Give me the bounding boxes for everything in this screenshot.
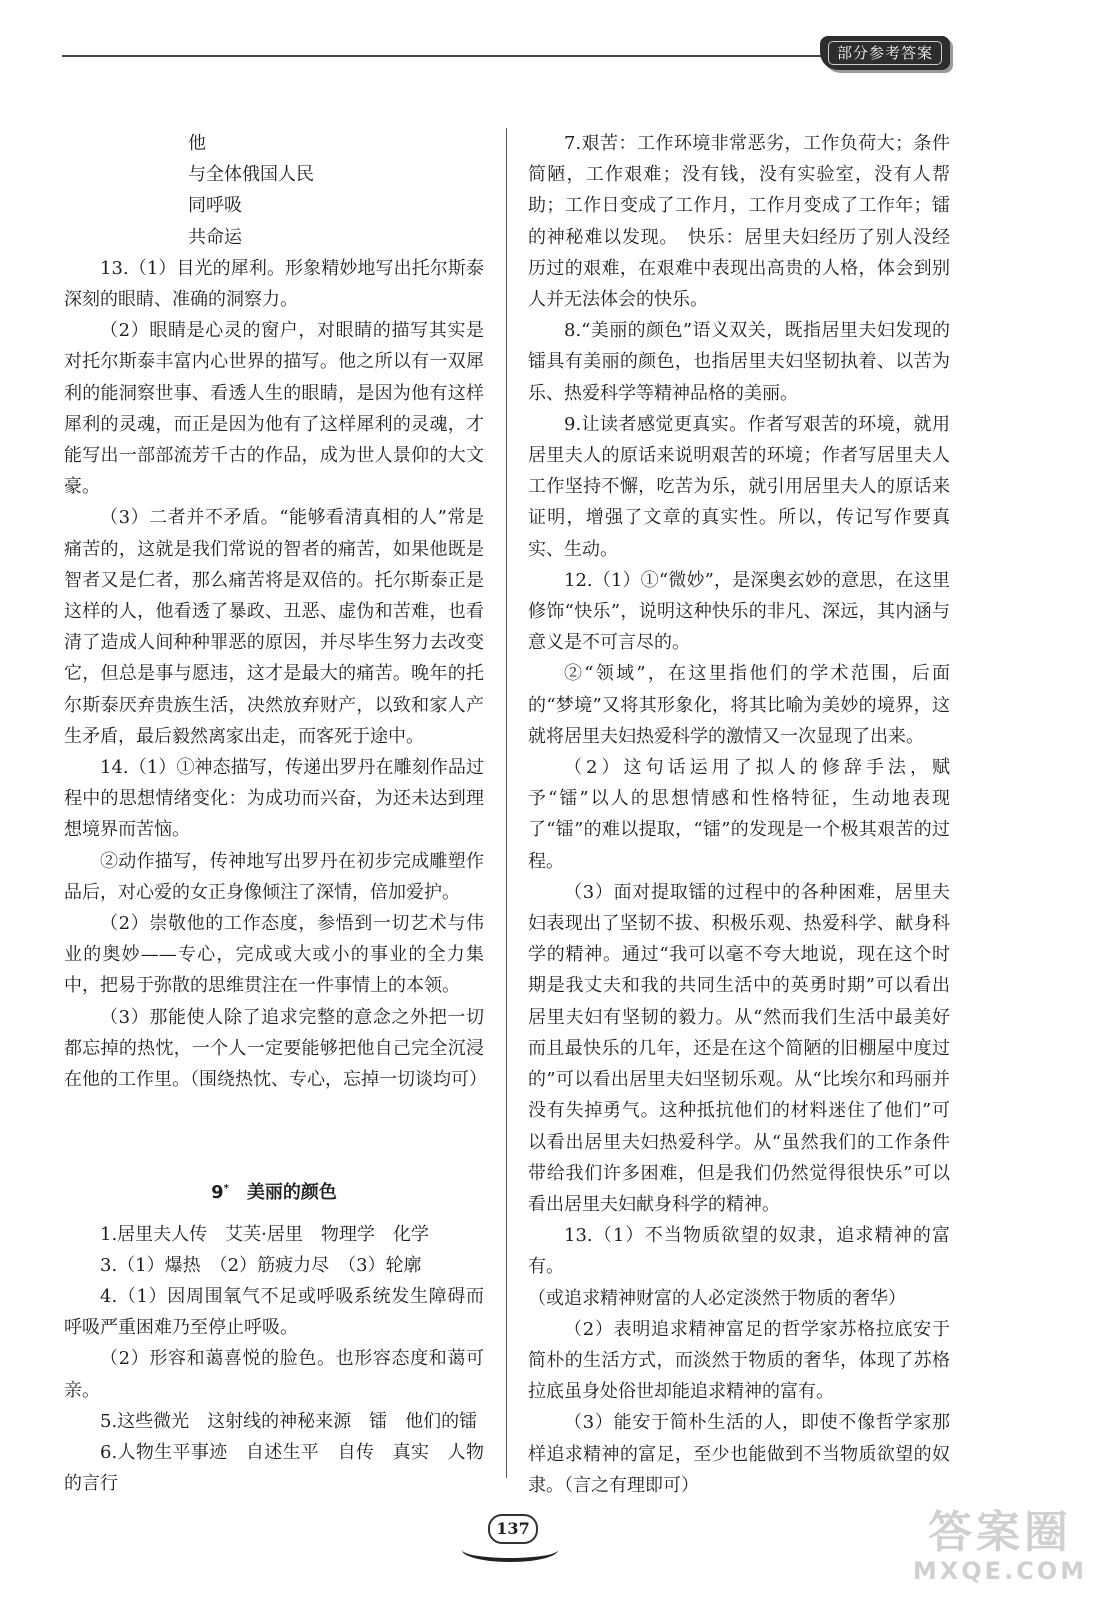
- section-title-text: 美丽的颜色: [246, 1182, 337, 1204]
- poem-line: 同呼吸: [188, 195, 242, 217]
- answer-paragraph: （2）表明追求精神富足的哲学家苏格拉底安于简朴的生活方式，而淡然于物质的奢华，体现了苏格拉底虽身处俗世却能追求精神的富有。: [528, 1318, 950, 1403]
- answer-paragraph: 8.“美丽的颜色”语义双关，既指居里夫妇发现的镭具有美丽的颜色，也指居里夫妇坚韧执着、以苦为乐、热爱科学等精神品格的美丽。: [528, 320, 950, 404]
- answer-paragraph: （3）二者并不矛盾。“能够看清真相的人”常是痛苦的，这就是我们常说的智者的痛苦，如果他既是智者又是仁者，那么痛苦将是双倍的。托尔斯泰正是这样的人，他看透了暴政、丑恶、虚伪和苦难，也看清了造成人间种种罪恶的原因，并尽毕生努力去改变它，但总是事与愿违，这才是最大的痛苦。晚年的托尔斯泰厌弃贵族生活，决然放弃财产，以致和家人产生矛盾，最后毅然离家出走，而客死于途中。: [64, 507, 484, 747]
- header-label: 部分参考答案: [828, 41, 942, 65]
- poem-line: 与全体俄国人民: [188, 164, 314, 186]
- right-column: [528, 128, 950, 1501]
- header-tab: [820, 36, 950, 70]
- answer-paragraph: （3）面对提取镭的过程中的各种困难，居里夫妇表现出了坚韧不拔、积极乐观、热爱科学、献身科学的精神。通过“我可以毫不夸大地说，现在这个时期是我丈夫和我的共同生活中的英勇时期”可以看出居里夫妇有坚韧的毅力。从“然而我们生活中最美好而且最快乐的几年，还是在这个简陋的旧棚屋中度过的”可以看出居里夫妇坚韧乐观。从“比埃尔和玛丽并没有失掉勇气。这种抵抗他们的材料迷住了他们”可以看出居里夫妇热爱科学。从“虽然我们的工作条件带给我们许多困难，但是我们仍然觉得很快乐”可以看出居里夫妇献身科学的精神。: [528, 881, 950, 1215]
- answer-paragraph: ②“领域”，在这里指他们的学术范围，后面的“梦境”又将其形象化，将其比喻为美妙的境界，这就将居里夫妇热爱科学的激情又一次显现了出来。: [528, 663, 950, 747]
- section-number: 9: [211, 1182, 224, 1204]
- page-number: 137: [488, 1514, 538, 1544]
- answer-paragraph: 12.（1）①“微妙”，是深奥玄妙的意思，在这里修饰“快乐”，说明这种快乐的非凡、深远，其内涵与意义是不可言尽的。: [528, 569, 950, 654]
- answer-paragraph: 14.（1）①神态描写，传递出罗丹在雕刻作品过程中的思想情绪变化：为成功而兴奋，为还未达到理想境界而苦恼。: [64, 757, 484, 841]
- answer-paragraph: （2）崇敬他的工作态度，参悟到一切艺术与伟业的奥妙——专心，完成或大或小的事业的全力集中，把易于弥散的思维贯注在一件事情上的本领。: [64, 913, 484, 997]
- answer-paragraph: 9.让读者感觉更真实。作者写艰苦的环境，就用居里夫人的原话来说明艰苦的环境；作者写居里夫人工作坚持不懈，吃苦为乐，就引用居里夫人的原话来证明，增强了文章的真实性。所以，传记写作要真实、生动。: [528, 413, 950, 560]
- answer-paragraph: （2）形容和蔼喜悦的脸色。也形容态度和蔼可亲。: [64, 1348, 484, 1401]
- answer-paragraph: （3）那能使人除了追求完整的意念之外把一切都忘掉的热忱，一个人一定要能够把他自己完全沉浸在他的工作里。（围绕热忱、专心，忘掉一切谈均可）: [64, 1006, 487, 1091]
- answer-paragraph: （2）眼睛是心灵的窗户，对眼睛的描写其实是对托尔斯泰丰富内心世界的描写。他之所以有一双犀利的能洞察世事、看透人生的眼睛，是因为他有这样犀利的灵魂，而正是因为他有了这样犀利的灵魂，才能写出一部部流芳千古的作品，成为世人景仰的大文豪。: [64, 320, 484, 498]
- answer-paragraph: 13.（1）目光的犀利。形象精妙地写出托尔斯泰深刻的眼睛、准确的洞察力。: [64, 257, 484, 311]
- answer-paragraph: （3）能安于简朴生活的人，即使不像哲学家那样追求精神的富足，至少也能做到不当物质欲望的奴隶。（言之有理即可）: [528, 1412, 950, 1496]
- column-divider: [506, 128, 507, 1478]
- answer-paragraph: 7.艰苦：工作环境非常恶劣，工作负荷大；条件简陋，工作艰难；没有钱，没有实验室，没有人帮助；工作日变成了工作月，工作月变成了工作年；镭的神秘难以发现。 快乐：居里夫妇经历了别人没经历过的艰难，在艰难中表现出高贵的人格，体会到别人并无法体会的快乐。: [528, 133, 950, 311]
- watermark: [900, 1508, 1100, 1588]
- poem-line: 他: [188, 133, 206, 154]
- section-title: [64, 1173, 484, 1208]
- header-rule: [62, 55, 822, 57]
- watermark-logo: 答案圈: [928, 1507, 1072, 1558]
- watermark-url: MXQE.COM: [912, 1557, 1088, 1585]
- answer-line: 3.（1）爆热 （2）筋疲力尽 （3）轮廓: [100, 1254, 422, 1276]
- answer-note: （或追求精神财富的人必定淡然于物质的奢华）: [528, 1287, 906, 1309]
- answer-paragraph: （2）这句话运用了拟人的修辞手法，赋予“镭”以人的思想情感和性格特征，生动地表现了“镭”的难以提取，“镭”的发现是一个极其艰苦的过程。: [528, 757, 950, 872]
- answer-line: 1.居里夫人传 艾芙·居里 物理学 化学: [100, 1223, 429, 1245]
- page-number-badge: [462, 1508, 558, 1570]
- left-column: [64, 128, 487, 1499]
- section-mark: *: [223, 1183, 229, 1195]
- answer-paragraph: ②动作描写，传神地写出罗丹在初步完成雕塑作品后，对心爱的女正身像倾注了深情，倍加爱护。: [64, 850, 484, 903]
- answer-line: 5.这些微光 这射线的神秘来源 镭 他们的镭: [100, 1410, 478, 1432]
- answer-paragraph: 13.（1）不当物质欲望的奴隶，追求精神的富有。: [528, 1225, 950, 1278]
- answer-paragraph: 4.（1）因周围氧气不足或呼吸系统发生障碍而呼吸严重困难乃至停止呼吸。: [64, 1285, 484, 1339]
- poem-line: 共命运: [188, 226, 242, 248]
- answer-paragraph: 6.人物生平事迹 自述生平 自传 真实 人物的言行: [64, 1441, 484, 1495]
